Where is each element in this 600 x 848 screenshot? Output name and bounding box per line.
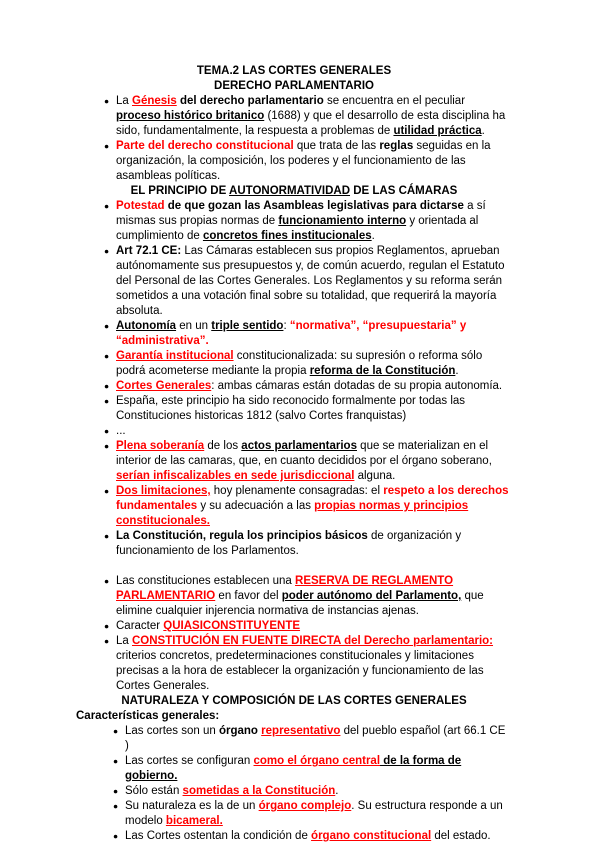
rich-text: Potestad de que gozan las Asambleas legislativas para dictarse a sí mismas sus propias normas de funcionamiento interno y orientada al cumplimiento de concretos fines institucionales. (116, 200, 486, 242)
list-item (76, 484, 512, 529)
rich-text: NATURALEZA Y COMPOSICIÓN DE LAS CORTES GENERALES (121, 695, 467, 707)
rich-text: Las Cortes ostentan la condición de órgano constitucional del estado. (125, 830, 491, 842)
section-heading (76, 694, 512, 709)
list-item (76, 754, 512, 784)
list-item (76, 724, 512, 754)
list-item (76, 574, 512, 619)
bullet-icon: ● (113, 831, 119, 841)
rich-text: Las constituciones establecen una RESERVA DE REGLAMENTO PARLAMENTARIO en favor del poder autónomo del Parlamento, que elimine cualquier injerencia normativa de instancias ajenas. (116, 575, 484, 617)
rich-text: Plena soberanía de los actos parlamentarios que se materializan en el interior de las camaras, que, en cuanto decididos por el órgano soberano, serían infiscalizables en sede jurisdiccional alguna. (116, 440, 492, 482)
bullet-icon: ● (104, 426, 110, 436)
rich-text: Las cortes son un órgano representativo del pueblo español (art 66.1 CE ) (125, 725, 506, 752)
list-item (76, 424, 512, 439)
rich-text: Cortes Generales: ambas cámaras están dotadas de su propia autonomía. (116, 380, 503, 392)
rich-text: ... (116, 425, 126, 437)
list-item (76, 349, 512, 379)
list-item (76, 94, 512, 139)
rich-text: España, este principio ha sido reconocido formalmente por todas las Constituciones historicas 1812 (salvo Cortes franquistas) (116, 395, 466, 422)
section-heading (76, 79, 512, 94)
list-item (76, 619, 512, 634)
list-item (76, 829, 512, 844)
bullet-icon: ● (113, 726, 119, 736)
bullet-icon: ● (104, 201, 110, 211)
rich-text: Art 72.1 CE: Las Cámaras establecen sus propios Reglamentos, aprueban autónomamente sus presupuestos y, de común acuerdo, regulan el Estatuto del Personal de las Cortes Generales. Los Reglamentos y su reforma serán sometidos a una votación final sobre su totalidad, que requerirá la mayoría absoluta. (116, 245, 505, 317)
rich-text: La Génesis del derecho parlamentario se encuentra en el peculiar proceso histórico britanico (1688) y que el desarrollo de esta disciplina ha sido, fundamentalmente, la respuesta a problemas de utilidad práctica. (116, 95, 506, 137)
rich-text: Autonomía en un triple sentido: “normativa”, “presupuestaria” y “administrativa”. (116, 320, 467, 347)
bullet-icon: ● (113, 801, 119, 811)
blank-line (76, 559, 512, 574)
rich-text: Caracter QUIASICONSTITUYENTE (116, 620, 301, 632)
list-item (76, 394, 512, 424)
bullet-icon: ● (104, 636, 110, 646)
bullet-icon: ● (104, 96, 110, 106)
bullet-icon: ● (104, 246, 110, 256)
rich-text: Dos limitaciones, hoy plenamente consagradas: el respeto a los derechos fundamentales y su adecuación a las propias normas y principios constitucionales. (116, 485, 509, 527)
rich-text: DERECHO PARLAMENTARIO (214, 80, 374, 92)
list-item (76, 139, 512, 184)
bullet-icon: ● (113, 756, 119, 766)
bullet-icon: ● (104, 486, 110, 496)
rich-text: La Constitución, regula los principios básicos de organización y funcionamiento de los Parlamentos. (116, 530, 462, 557)
bullet-icon: ● (104, 621, 110, 631)
rich-text: Las cortes se configuran como el órgano central de la forma de gobierno. (125, 755, 462, 782)
bullet-icon: ● (104, 396, 110, 406)
list-item (76, 379, 512, 394)
rich-text: TEMA.2 LAS CORTES GENERALES (196, 65, 392, 77)
bullet-icon: ● (113, 786, 119, 796)
rich-text: EL PRINCIPIO DE AUTONORMATIVIDAD DE LAS CÁMARAS (130, 185, 458, 197)
section-heading (76, 184, 512, 199)
rich-text: Sólo están sometidas a la Constitución. (125, 785, 339, 797)
bullet-icon: ● (104, 531, 110, 541)
section-heading (76, 64, 512, 79)
list-item (76, 199, 512, 244)
bullet-icon: ● (104, 351, 110, 361)
list-item (76, 634, 512, 694)
bullet-icon: ● (104, 321, 110, 331)
rich-text: La CONSTITUCIÓN EN FUENTE DIRECTA del Derecho parlamentario: criterios concretos, predeterminaciones constitucionales y limitaciones precisas a la hora de establecer la organización y funcionamiento de las Cortes Generales. (116, 635, 494, 692)
rich-text: Su naturaleza es la de un órgano complejo. Su estructura responde a un modelo bicameral. (125, 800, 503, 827)
rich-text: Parte del derecho constitucional que trata de las reglas seguidas en la organización, la composición, los poderes y el funcionamiento de las asambleas políticas. (116, 140, 491, 182)
list-item (76, 244, 512, 319)
rich-text: Características generales: (76, 710, 220, 722)
bullet-icon: ● (104, 141, 110, 151)
list-item (76, 529, 512, 559)
list-item (76, 799, 512, 829)
bullet-icon: ● (104, 441, 110, 451)
bullet-icon: ● (104, 381, 110, 391)
paragraph (76, 709, 512, 724)
list-item (76, 784, 512, 799)
list-item (76, 439, 512, 484)
list-item (76, 319, 512, 349)
bullet-icon: ● (104, 576, 110, 586)
rich-text: Garantía institucional constitucionalizada: su supresión o reforma sólo podrá acometerse mediante la propia reforma de la Constitución. (116, 350, 483, 377)
